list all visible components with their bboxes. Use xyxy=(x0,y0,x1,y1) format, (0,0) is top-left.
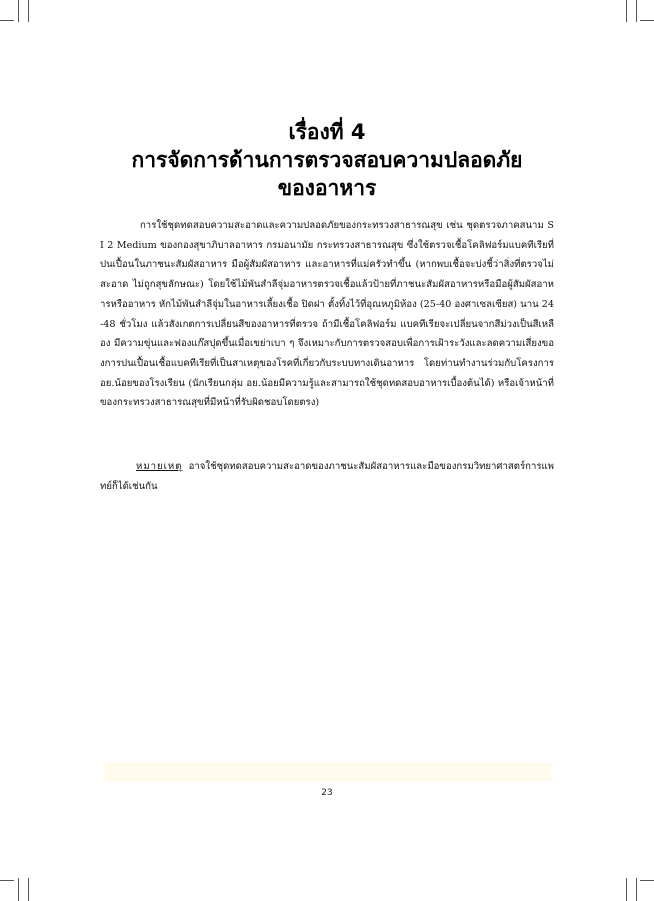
crop-mark xyxy=(640,880,654,881)
page-number: 23 xyxy=(321,788,333,798)
crop-mark xyxy=(0,880,14,881)
crop-mark xyxy=(626,0,627,22)
crop-mark xyxy=(18,0,19,22)
chapter-title-line-1: การจัดการด้านการตรวจสอบความปลอดภัย xyxy=(131,148,523,172)
note-text: อาจใช้ชุดทดสอบความสะอาดของภาชนะสัมผัสอาหารและมือของกรมวิทยาศาสตร์การแพทย์ก็ได้เช่นกัน xyxy=(100,461,554,492)
note-label: หมายเหตุ xyxy=(136,461,183,472)
chapter-title-line-2: ของอาหาร xyxy=(277,176,377,200)
crop-mark xyxy=(0,20,14,21)
crop-mark xyxy=(18,878,19,901)
crop-mark xyxy=(640,20,654,21)
crop-mark xyxy=(626,878,627,901)
crop-mark xyxy=(636,878,637,901)
footer-band xyxy=(104,762,551,782)
crop-mark xyxy=(28,878,29,901)
chapter-number: เรื่องที่ 4 xyxy=(288,120,366,144)
crop-mark xyxy=(636,0,637,22)
note-paragraph xyxy=(100,457,554,499)
body-paragraph: การใช้ชุดทดสอบความสะอาดและความปลอดภัยของกระทรวงสาธารณสุข เช่น ชุดตรวจภาคสนาม SI 2 Medium ของกองสุขาภิบาลอาหาร กรมอนามัย กระทรวงสาธารณสุข ซึ่งใช้ตรวจเชื้อโคลิฟอร์มแบคทีเรียที่ปนเปื้อนในภาชนะสัมผัสอาหาร มือผู้สัมผัสอาหาร และอาหารที่แม่ครัวทำขึ้น (หากพบเชื้อจะบ่งชี้ว่าสิ่งที่ตรวจไม่สะอาด ไม่ถูกสุขลักษณะ) โดยใช้ไม้พันสำลีจุ่มอาหารตรวจเชื้อแล้วป้ายที่ภาชนะสัมผัสอาหารหรือมือผู้สัมผัสอาหารหรืออาหาร หักไม้พันสำลีจุ่มในอาหารเลี้ยงเชื้อ ปิดฝา ตั้งทิ้งไว้ที่อุณหภูมิห้อง (25-40 องศาเซลเซียส) นาน 24-48 ชั่วโมง แล้วสังเกตการเปลี่ยนสีของอาหารที่ตรวจ ถ้ามีเชื้อโคลิฟอร์ม แบคทีเรียจะเปลี่ยนจากสีม่วงเป็นสีเหลือง มีความขุ่นและฟองแก๊สปุดขึ้นเมื่อเขย่าเบา ๆ จึงเหมาะกับการตรวจสอบเพื่อการเฝ้าระวังและลดความเสี่ยงของการปนเปื้อนเชื้อแบคทีเรียที่เป็นสาเหตุของโรคที่เกี่ยวกับระบบทางเดินอาหาร โดยท่านทำงานร่วมกับโครงการ อย.น้อยของโรงเรียน (นักเรียนกลุ่ม อย.น้อยมีความรู้และสามารถใช้ชุดทดสอบอาหารเบื้องต้นได้) หรือเจ้าหน้าที่ของกระทรวงสาธารณสุขที่มีหน้าที่รับผิดชอบโดยตรง) xyxy=(100,220,554,409)
crop-mark xyxy=(28,0,29,22)
